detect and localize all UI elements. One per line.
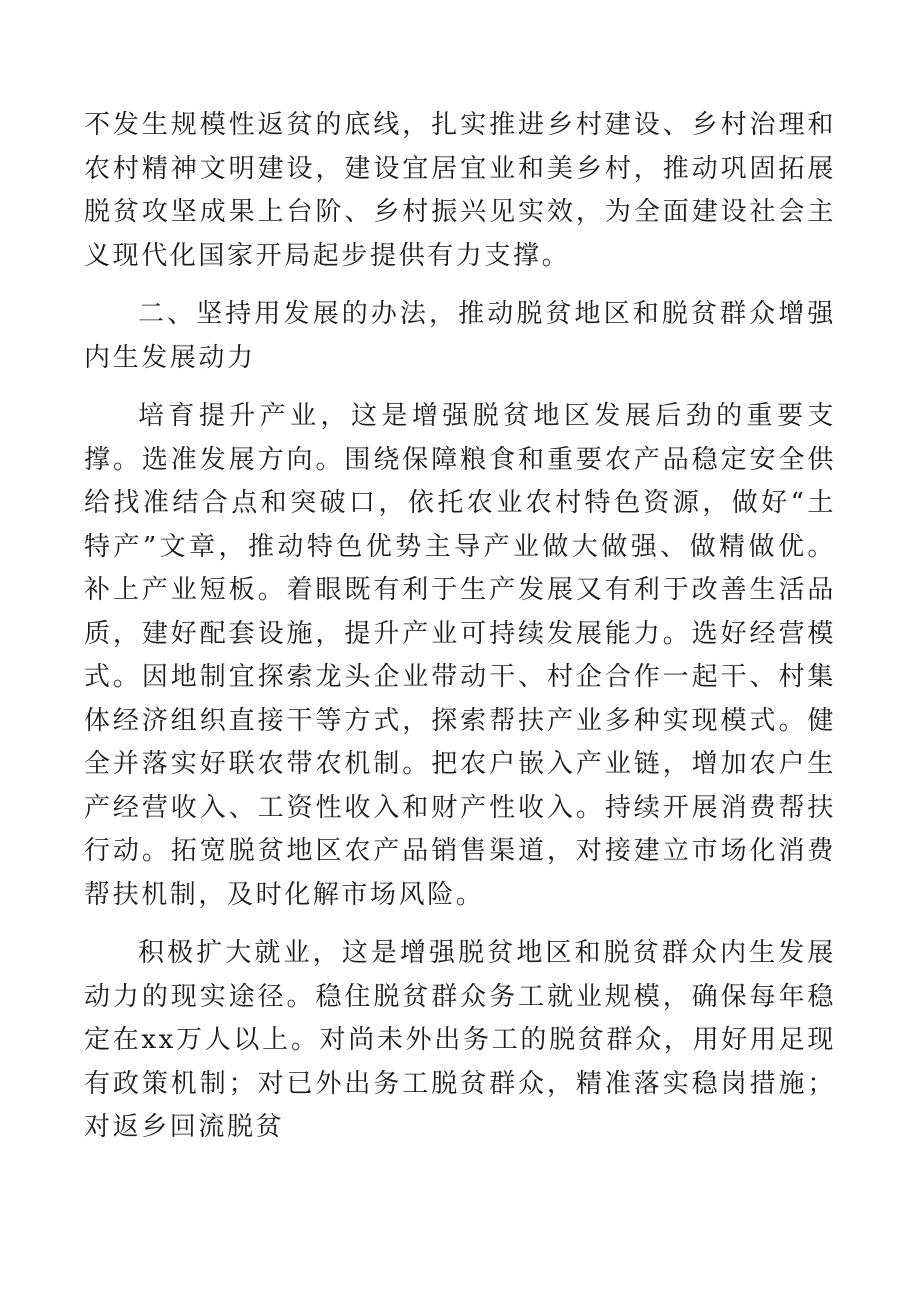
body-paragraph-continuation: 不发生规模性返贫的底线，扎实推进乡村建设、乡村治理和农村精神文明建设，建设宜居宜业和美乡村，推动巩固拓展脱贫攻坚成果上台阶、乡村振兴见实效，为全面建设社会主义现代化国家开局起步提供有力支撑。 — [84, 110, 836, 271]
body-paragraph-industry: 培育提升产业，这是增强脱贫地区发展后劲的重要支撑。选准发展方向。围绕保障粮食和重要农产品稳定安全供给找准结合点和突破口，依托农业农村特色资源，做好“土特产”文章，推动特色优势主导产业做大做强、做精做优。补上产业短板。着眼既有利于生产发展又有利于改善生活品质，建好配套设施，提升产业可持续发展能力。选好经营模式。因地制宜探索龙头企业带动干、村企合作一起干、村集体经济组织直接干等方式，探索帮扶产业多种实现模式。健全并落实好联农带农机制。把农户嵌入产业链，增加农户生产经营收入、工资性收入和财产性收入。持续开展消费帮扶行动。拓宽脱贫地区农产品销售渠道，对接建立市场化消费帮扶机制，及时化解市场风险。 — [84, 401, 836, 910]
section-heading: 二、坚持用发展的办法，推动脱贫地区和脱贫群众增强内生发展动力 — [84, 299, 836, 373]
body-paragraph-employment: 积极扩大就业，这是增强脱贫地区和脱贫群众内生发展动力的现实途径。稳住脱贫群众务工就业规模，确保每年稳定在xx万人以上。对尚未外出务工的脱贫群众，用好用足现有政策机制；对已外出务工脱贫群众，精准落实稳岗措施；对返乡回流脱贫 — [84, 938, 836, 1142]
document-page — [84, 104, 836, 1150]
